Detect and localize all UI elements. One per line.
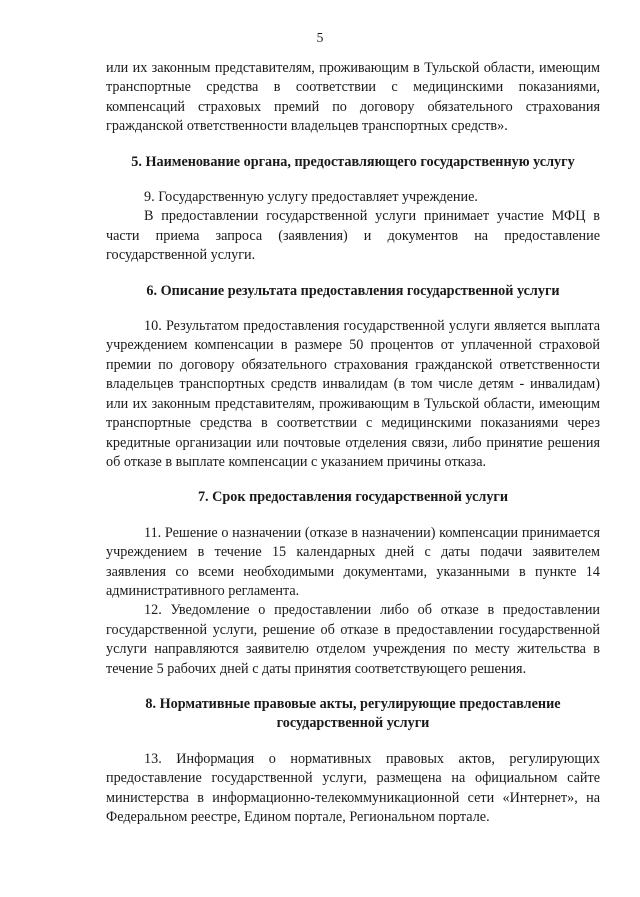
- section-heading-7: 7. Срок предоставления государственной услуги: [197, 489, 509, 506]
- section-heading-5: 5. Наименование органа, предоставляющего государственную услугу: [131, 153, 575, 170]
- paragraph-10: 10. Результатом предоставления государственной услуги является выплата учреждением компенсации в размере 50 процентов от уплаченной страховой премии по договору обязательного страхования гражданской ответственности владельцев транспортных средств инвалидам (в том числе детям - инвалидам) или их законным представителям, проживающим в Тульской области, имеющим транспортные средства в соответствии с медицинскими показаниями через кредитные организации или почтовые отделения связи, либо принятие решения об отказе в выплате компенсации с указанием причины отказа.: [106, 318, 600, 470]
- page-content: [106, 59, 600, 827]
- paragraph-13: 13. Информация о нормативных правовых актов, регулирующих предоставление государственной услуги, размещена на официальном сайте министерства в информационно-телекоммуникационной сети «Интернет», на Федеральном реестре, Едином портале, Региональном портале.: [106, 750, 600, 825]
- section-heading-8: 8. Нормативные правовые акты, регулирующие предоставление государственной услуги: [145, 695, 561, 732]
- page-number: 5: [316, 30, 324, 45]
- section-heading-6: 6. Описание результата предоставления государственной услуги: [146, 282, 560, 299]
- paragraph-9-mfc: В предоставлении государственной услуги принимает участие МФЦ в части приема запроса (заявления) и документов на предоставление государственной услуги.: [106, 208, 600, 264]
- paragraph-11: 11. Решение о назначении (отказе в назначении) компенсации принимается учреждением в течение 15 календарных дней с даты подачи заявителем заявления со всеми необходимыми документами, указанными в пункте 14 административного регламента.: [106, 524, 600, 599]
- paragraph-9: 9. Государственную услугу предоставляет учреждение.: [144, 189, 478, 206]
- intro-paragraph: или их законным представителям, проживающим в Тульской области, имеющим транспортные средства в соответствии с медицинскими показаниями, компенсаций страховых премий по договору обязательного страхования гражданской ответственности владельцев транспортных средств».: [106, 60, 600, 135]
- paragraph-12: 12. Уведомление о предоставлении либо об отказе в предоставлении государственной услуги, решение об отказе в предоставлении государственной услуги направляются заявителю отделом учреждения по месту жительства в течение 5 рабочих дней с даты принятия соответствующего решения.: [106, 602, 600, 677]
